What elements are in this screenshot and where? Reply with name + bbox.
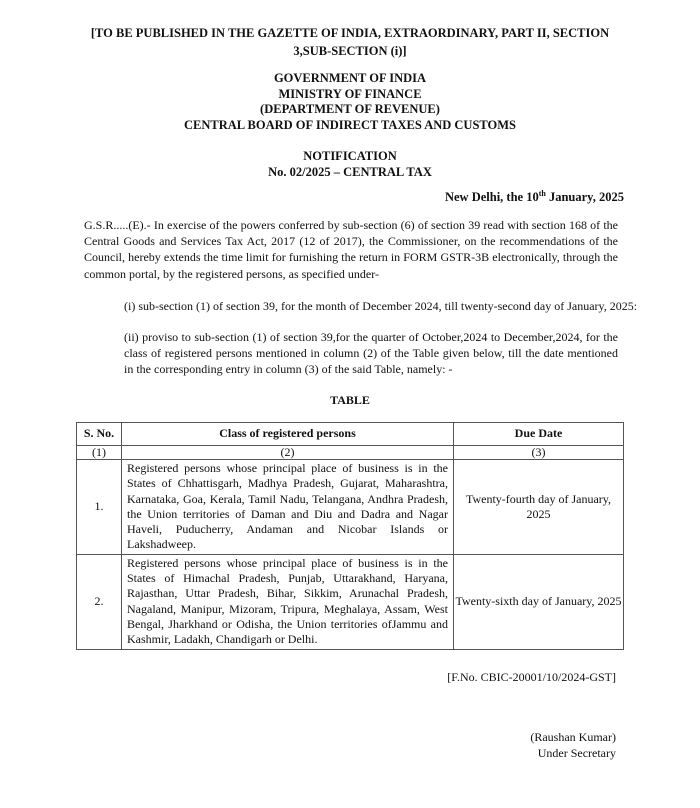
header-due-date: Due Date (454, 423, 624, 446)
notification-date (445, 190, 624, 205)
column-number-2: (2) (122, 446, 454, 460)
board-name: CENTRAL BOARD OF INDIRECT TAXES AND CUSTOMS (183, 117, 516, 132)
signature-block (530, 729, 616, 761)
table-row (77, 460, 624, 555)
row-sno: 2. (77, 554, 122, 649)
government-name: GOVERNMENT OF INDIA (273, 71, 427, 85)
table-header-row (77, 423, 624, 446)
date-suffix: January, 2025 (545, 190, 624, 204)
row-due-date: Twenty-fourth day of January, 2025 (454, 460, 624, 555)
table-row (77, 554, 624, 649)
row-class: Registered persons whose principal place of business is in the States of Himachal Pradesh, Punjab, Uttarakhand, Haryana, Rajasthan, Uttar Pradesh, Bihar, Sikkim, Arunachal Pradesh, Nagaland, Manipur, Mizoram, Tripura, Meghalaya, Assam, West Bengal, Jharkhand or Odisha, the Union territories ofJammu and Kashmir, Ladakh, Chandigarh or Delhi. (122, 554, 454, 649)
row-sno: 1. (77, 460, 122, 555)
gazette-publication-line: [TO BE PUBLISHED IN THE GAZETTE OF INDIA, EXTRAORDINARY, PART II, SECTION 3,SUB-SECTION (i)] (90, 26, 610, 58)
due-date-table (76, 422, 624, 650)
column-number-1: (1) (77, 446, 122, 460)
notification-title: NOTIFICATION (303, 149, 397, 163)
header-class: Class of registered persons (122, 423, 454, 446)
date-prefix: New Delhi, the 10 (444, 190, 539, 204)
signatory-designation: Under Secretary (537, 746, 616, 760)
date-ordinal-suffix: th (538, 189, 546, 198)
notification-number: No. 02/2025 – CENTRAL TAX (268, 165, 432, 179)
signatory-name: (Raushan Kumar) (530, 730, 616, 744)
department-name: (DEPARTMENT OF REVENUE) (260, 102, 440, 116)
column-number-row (77, 446, 624, 460)
header-sno: S. No. (77, 423, 122, 446)
row-due-date: Twenty-sixth day of January, 2025 (454, 554, 624, 649)
row-class: Registered persons whose principal place of business is in the States of Chhattisgarh, Madhya Pradesh, Gujarat, Maharashtra, Karnataka, Goa, Kerala, Tamil Nadu, Telangana, Andhra Pradesh, the Union territories of Daman and Diu and Dadra and Nagar Haveli, Puducherry, Andaman and Nicobar Islands or Lakshadweep. (122, 460, 454, 555)
notification-heading (200, 148, 500, 180)
file-number: [F.No. CBIC-20001/10/2024-GST] (447, 670, 616, 684)
clause-ii: (ii) proviso to sub-section (1) of section 39,for the quarter of October,2024 to December,2024, for the class of registered persons mentioned in column (2) of the Table given below, till the date mentioned in the corresponding entry in column (3) of the said Table, namely: - (124, 330, 618, 377)
preamble-paragraph: G.S.R.....(E).- In exercise of the powers conferred by sub-section (6) of section 39 read with section 168 of the Central Goods and Services Tax Act, 2017 (12 of 2017), the Commissioner, on the recommendations of the Council, hereby extends the time limit for furnishing the return in FORM GSTR-3B electronically, through the common portal, by the registered persons, as specified under- (84, 218, 618, 281)
clause-i: (i) sub-section (1) of section 39, for the month of December 2024, till twenty-second day of January, 2025: (124, 299, 638, 313)
column-number-3: (3) (454, 446, 624, 460)
table-title: TABLE (330, 393, 370, 407)
issuing-authority-block (100, 71, 600, 133)
ministry-name: MINISTRY OF FINANCE (278, 86, 422, 101)
